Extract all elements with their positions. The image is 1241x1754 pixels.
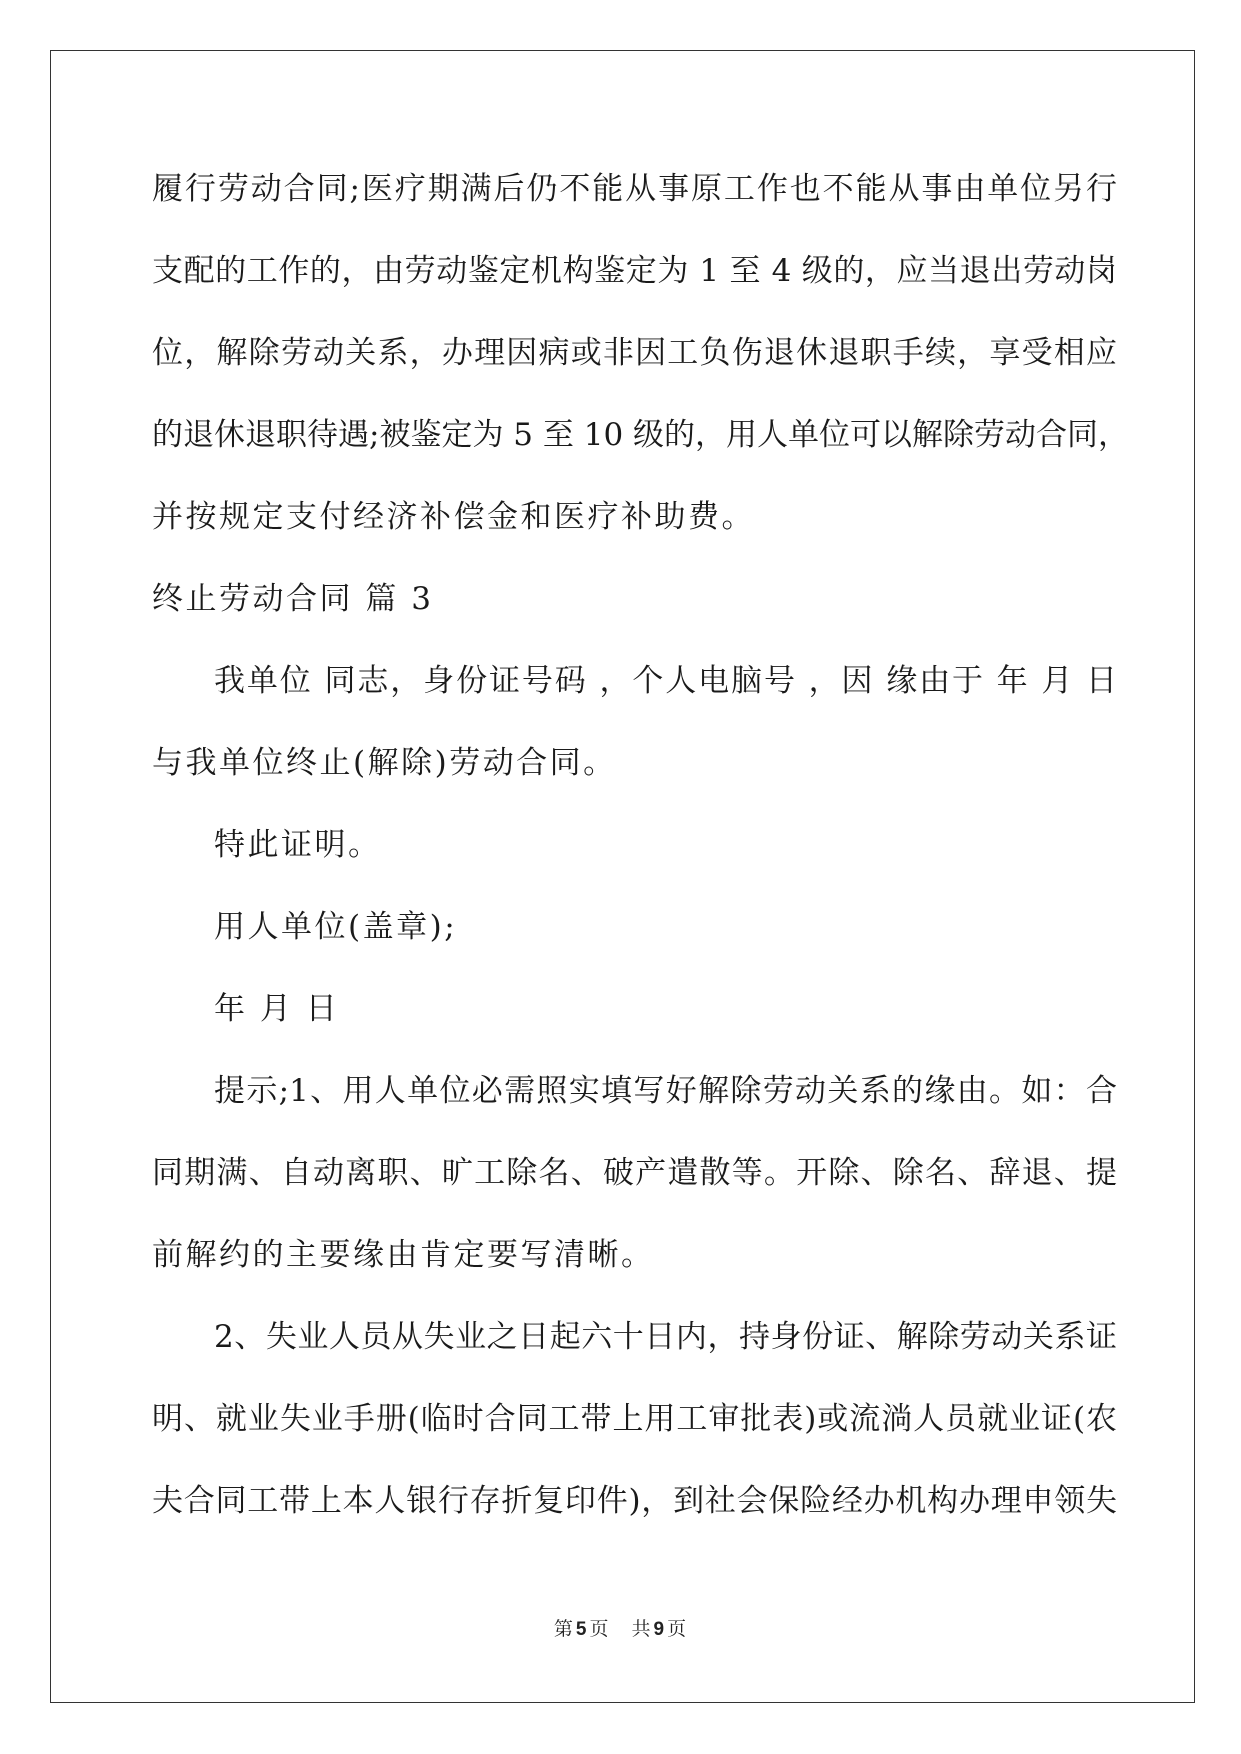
text-line: 并按规定支付经济补偿金和医疗补助费。 [152,499,755,535]
total-prefix: 共 [631,1618,652,1640]
text-line: 我单位 同志，身份证号码 ，个人电脑号 ，因 缘由于 年 月 日 [214,663,1117,699]
text-line: 同期满、自动离职、旷工除名、破产遣散等。开除、除名、辞退、提 [152,1155,1117,1191]
page-footer [0,1614,1241,1641]
text-line: 明、就业失业手册(临时合同工带上用工审批表)或流淌人员就业证(农 [152,1401,1117,1437]
document-body [152,148,1130,1542]
text-line: 夫合同工带上本人银行存折复印件)，到社会保险经办机构办理申领失 [152,1483,1117,1519]
text-line: 2、失业人员从失业之日起六十日内，持身份证、解除劳动关系证 [214,1319,1117,1355]
text-line: 支配的工作的，由劳动鉴定机构鉴定为 1 至 4 级的，应当退出劳动岗 [152,253,1117,289]
text-line: 提示;1、用人单位必需照实填写好解除劳动关系的缘由。如：合 [214,1073,1117,1109]
page-prefix: 第 [553,1618,574,1640]
current-page-number: 5 [575,1619,588,1640]
text-line: 特此证明。 [214,827,382,863]
text-line: 履行劳动合同;医疗期满后仍不能从事原工作也不能从事由单位另行 [152,171,1117,207]
text-line: 位，解除劳动关系，办理因病或非因工负伤退休退职手续，享受相应 [152,335,1117,371]
total-unit: 页 [667,1618,688,1640]
text-line: 与我单位终止(解除)劳动合同。 [152,745,617,781]
date-line: 年 月 日 [214,991,340,1027]
text-line: 用人单位(盖章); [214,909,458,945]
text-line: 前解约的主要缘由肯定要写清晰。 [152,1237,655,1273]
page-unit: 页 [589,1618,610,1640]
text-line: 的退休退职待遇;被鉴定为 5 至 10 级的，用人单位可以解除劳动合同， [152,417,1130,453]
total-page-number: 9 [653,1619,666,1640]
section-heading: 终止劳动合同 篇 3 [152,581,434,617]
